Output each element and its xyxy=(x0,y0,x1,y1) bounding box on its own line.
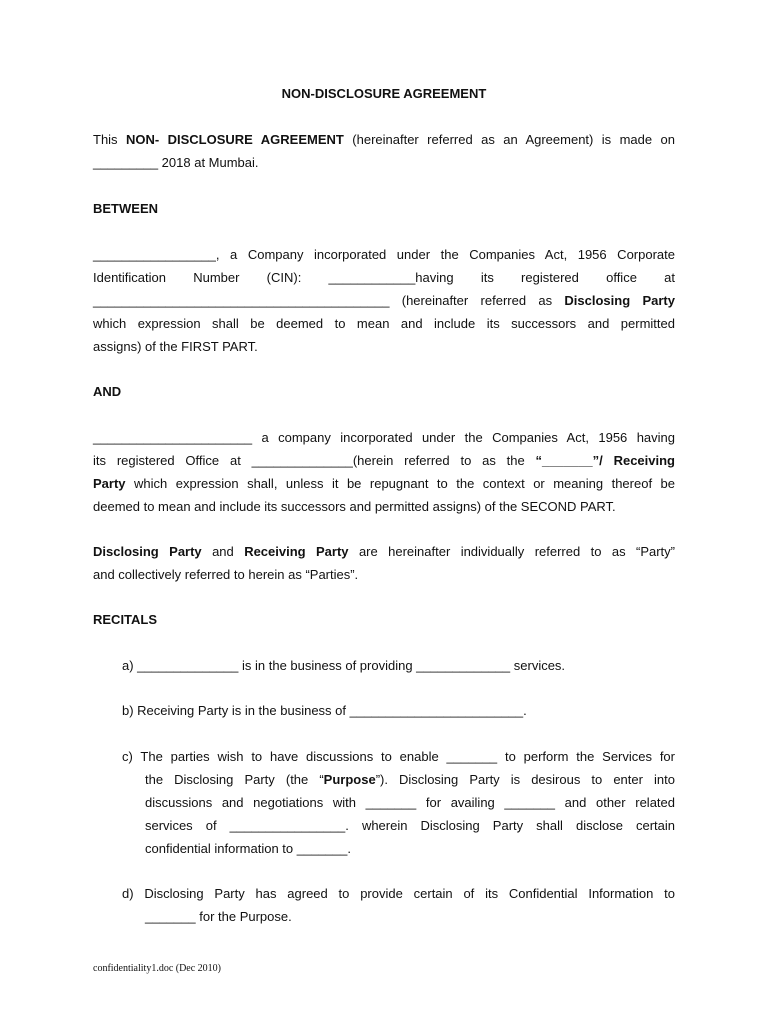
disclosing-party-bold: Disclosing Party xyxy=(93,544,202,559)
second-party-line-2-text: its registered Office at ______________(herein referred to as the xyxy=(93,453,536,468)
recital-b: b) Receiving Party is in the business of ________________________. xyxy=(122,703,527,718)
second-party-line-1: ______________________ a company incorporated under the Companies Act, 1956 having xyxy=(93,430,675,445)
recital-d-line-2: _______ for the Purpose. xyxy=(145,909,292,924)
recitals-heading: RECITALS xyxy=(93,612,158,627)
recital-c-line-1: c) The parties wish to have discussions to enable _______ to perform the Services for xyxy=(122,749,675,764)
first-party-line-3-text: _________________________________________ (hereinafter referred as xyxy=(93,293,565,308)
second-party-line-2 xyxy=(93,449,675,472)
intro-text-1: This xyxy=(93,132,126,147)
document-footer: confidentiality1.doc (Dec 2010) xyxy=(93,963,222,974)
receiving-party-bold: Receiving Party xyxy=(244,544,349,559)
first-party-line-2: Identification Number (CIN): ____________having its registered office at xyxy=(93,270,675,285)
party-term: Party xyxy=(93,476,126,491)
first-party-line-3 xyxy=(93,289,675,312)
parties-definition-paragraph xyxy=(93,540,675,586)
recital-a: a) ______________ is in the business of providing _____________ services. xyxy=(122,658,566,673)
parties-definition-line-1 xyxy=(93,540,675,563)
recital-c-line-3: discussions and negotiations with _______ for availing _______ and other related xyxy=(145,795,675,810)
document-title: NON-DISCLOSURE AGREEMENT xyxy=(281,86,487,101)
first-party-line-5: assigns) of the FIRST PART. xyxy=(93,339,258,354)
and-heading: AND xyxy=(93,384,122,399)
second-party-line-3 xyxy=(93,472,675,495)
parties-def-and: and xyxy=(201,544,245,559)
purpose-term: Purpose xyxy=(323,772,376,787)
recital-c-line-2 xyxy=(145,768,675,791)
intro-text-2: (hereinafter referred as an Agreement) is made on xyxy=(343,132,676,147)
between-heading: BETWEEN xyxy=(93,201,158,216)
recital-c-line-2a: the Disclosing Party (the “ xyxy=(145,772,324,787)
first-party-line-1: _________________, a Company incorporated under the Companies Act, 1956 Corporate xyxy=(93,247,675,262)
second-party-paragraph xyxy=(93,426,675,518)
parties-definition-line-2: and collectively referred to herein as “Parties”. xyxy=(93,567,359,582)
parties-def-text: are hereinafter individually referred to as “Party” xyxy=(348,544,676,559)
intro-text-3: _________ 2018 at Mumbai. xyxy=(93,155,259,170)
second-party-line-4: deemed to mean and include its successors and permitted assigns) of the SECOND PART. xyxy=(93,499,616,514)
intro-bold: NON- DISCLOSURE AGREEMENT xyxy=(125,132,344,147)
recital-d-line-1: d) Disclosing Party has agreed to provide certain of its Confidential Information to xyxy=(122,886,675,901)
disclosing-party-term: Disclosing Party xyxy=(564,293,675,308)
intro-paragraph xyxy=(93,128,675,174)
recital-d xyxy=(122,882,675,928)
first-party-line-4: which expression shall be deemed to mean and include its successors and permitted xyxy=(93,316,675,331)
recital-c-line-2c: ”). Disclosing Party is desirous to enter into xyxy=(375,772,675,787)
recital-c-line-5: confidential information to _______. xyxy=(145,841,351,856)
second-party-line-3-text: which expression shall, unless it be repugnant to the context or meaning thereof be xyxy=(125,476,675,491)
receiving-party-term: “_______”/ Receiving xyxy=(535,453,675,468)
recital-c-line-4: services of ________________. wherein Disclosing Party shall disclose certain xyxy=(145,818,675,833)
recital-c-body xyxy=(122,768,675,860)
recital-c xyxy=(122,745,675,860)
first-party-paragraph xyxy=(93,243,675,358)
